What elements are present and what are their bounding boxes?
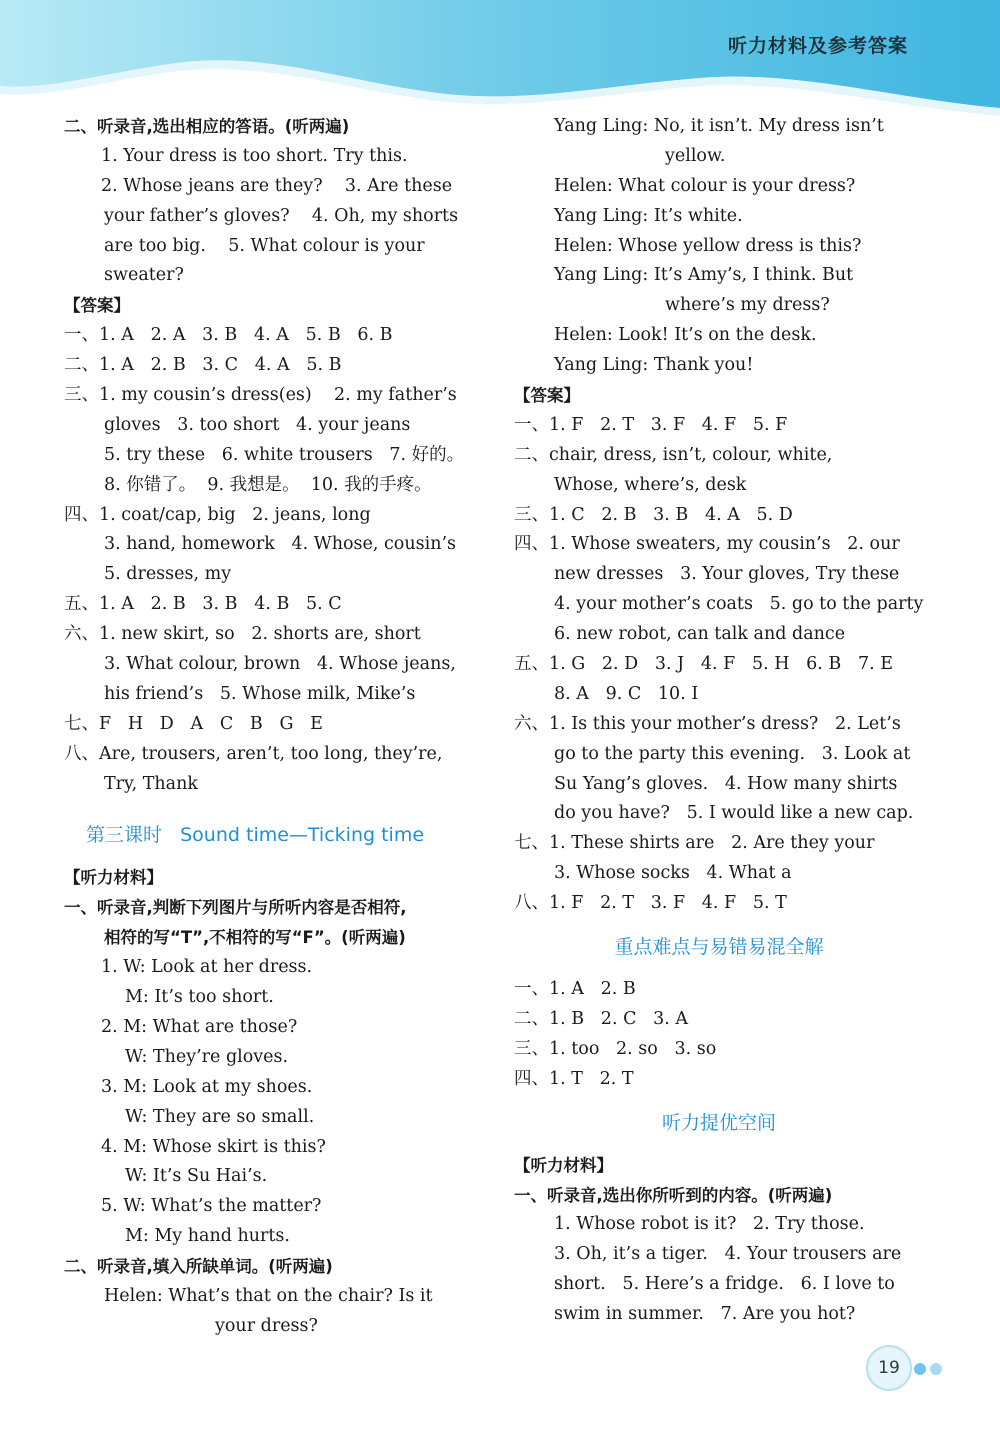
- text-line: 8. 你错了。 9. 我想是。 10. 我的手疼。: [104, 474, 432, 495]
- page-decoration: [914, 1360, 946, 1379]
- text-line: 三、1. C 2. B 3. B 4. A 5. D: [514, 504, 793, 525]
- dot-icon: [914, 1363, 926, 1375]
- text-line: 三、1. too 2. so 3. so: [514, 1038, 717, 1059]
- text-line: are too big. 5. What colour is your: [104, 235, 425, 256]
- text-line: 四、1. T 2. T: [514, 1068, 634, 1089]
- text-line: 二、听录音,填入所缺单词。(听两遍): [64, 1257, 333, 1277]
- dot-icon: [930, 1363, 942, 1375]
- text-line: Helen: Whose yellow dress is this?: [554, 235, 862, 256]
- text-line: 六、1. Is this your mother’s dress? 2. Let’s: [514, 713, 901, 734]
- text-line: W: They’re gloves.: [125, 1046, 289, 1067]
- text-line: 四、1. coat/cap, big 2. jeans, long: [64, 504, 371, 525]
- text-line: sweater?: [104, 265, 184, 286]
- text-line: 4. your mother’s coats 5. go to the party: [554, 594, 924, 615]
- text-line: 四、1. Whose sweaters, my cousin’s 2. our: [514, 534, 900, 555]
- text-line: 3. Oh, it’s a tiger. 4. Your trousers are: [554, 1244, 902, 1265]
- text-line: 2. M: What are those?: [101, 1016, 298, 1037]
- text-line: 二、chair, dress, isn’t, colour, white,: [514, 444, 833, 465]
- text-line: swim in summer. 7. Are you hot?: [554, 1304, 856, 1325]
- text-line: Su Yang’s gloves. 4. How many shirts: [554, 773, 898, 794]
- text-line: your dress?: [215, 1315, 318, 1336]
- text-line: W: It’s Su Hai’s.: [125, 1166, 268, 1187]
- text-line: 6. new robot, can talk and dance: [554, 624, 846, 645]
- text-line: 三、1. my cousin’s dress(es) 2. my father’s: [64, 385, 457, 406]
- text-line: gloves 3. too short 4. your jeans: [104, 414, 411, 435]
- text-line: 一、1. A 2. A 3. B 4. A 5. B 6. B: [64, 325, 393, 346]
- text-line: 【听力材料】: [514, 1155, 613, 1175]
- text-line: 3. M: Look at my shoes.: [101, 1076, 313, 1097]
- text-line: W: They are so small.: [125, 1106, 315, 1127]
- text-line: his friend’s 5. Whose milk, Mike’s: [104, 683, 416, 704]
- text-line: 3. What colour, brown 4. Whose jeans,: [104, 654, 456, 675]
- text-line: Yang Ling: Thank you!: [554, 355, 754, 376]
- text-line: Try, Thank: [104, 773, 198, 794]
- text-line: 一、听录音,判断下列图片与所听内容是否相符,: [64, 898, 407, 918]
- text-line: 八、1. F 2. T 3. F 4. F 5. T: [514, 893, 787, 914]
- right-column: [514, 112, 924, 1330]
- text-line: do you have? 5. I would like a new cap.: [554, 803, 914, 824]
- text-line: go to the party this evening. 3. Look at: [554, 743, 911, 764]
- text-line: new dresses 3. Your gloves, Try these: [554, 564, 900, 585]
- text-line: 3. Whose socks 4. What a: [554, 863, 792, 884]
- text-line: 8. A 9. C 10. I: [554, 683, 699, 704]
- text-line: your father’s gloves? 4. Oh, my shorts: [104, 205, 459, 226]
- text-line: Helen: What’s that on the chair? Is it: [104, 1285, 433, 1306]
- text-line: where’s my dress?: [665, 295, 830, 316]
- text-line: 相符的写“T”,不相符的写“F”。(听两遍): [104, 928, 406, 948]
- text-line: 五、1. G 2. D 3. J 4. F 5. H 6. B 7. E: [514, 654, 894, 675]
- header-title: 听力材料及参考答案: [727, 35, 908, 57]
- text-line: 1. Whose robot is it? 2. Try those.: [554, 1214, 865, 1235]
- section-title: 听力提优空间: [661, 1111, 776, 1134]
- text-line: yellow.: [665, 145, 726, 166]
- text-line: 一、1. F 2. T 3. F 4. F 5. F: [514, 414, 788, 435]
- text-line: 七、1. These shirts are 2. Are they your: [514, 833, 875, 854]
- text-line: 八、Are, trousers, aren’t, too long, they’re,: [64, 743, 443, 764]
- text-line: 五、1. A 2. B 3. B 4. B 5. C: [64, 594, 342, 615]
- left-column: [64, 112, 476, 1342]
- text-line: 七、F H D A C B G E: [64, 713, 323, 734]
- text-line: Yang Ling: No, it isn’t. My dress isn’t: [554, 116, 884, 136]
- section-title: 第三课时 Sound time—Ticking time: [86, 824, 425, 847]
- text-line: Helen: What colour is your dress?: [554, 175, 856, 196]
- text-line: 【答案】: [514, 386, 580, 406]
- text-line: 二、1. A 2. B 3. C 4. A 5. B: [64, 355, 342, 376]
- header-banner: [0, 0, 1000, 120]
- text-line: 2. Whose jeans are they? 3. Are these: [101, 175, 453, 196]
- text-line: 5. dresses, my: [104, 564, 232, 585]
- text-line: 六、1. new skirt, so 2. shorts are, short: [64, 624, 421, 645]
- text-line: M: It’s too short.: [125, 987, 274, 1008]
- section-title: 重点难点与易错易混全解: [614, 936, 824, 959]
- text-line: 1. Your dress is too short. Try this.: [101, 145, 408, 166]
- text-line: Whose, where’s, desk: [554, 474, 747, 495]
- text-line: Yang Ling: It’s white.: [554, 205, 743, 226]
- text-line: 5. W: What’s the matter?: [101, 1196, 322, 1217]
- text-line: 3. hand, homework 4. Whose, cousin’s: [104, 534, 457, 555]
- text-line: 【答案】: [64, 296, 130, 316]
- text-line: 二、1. B 2. C 3. A: [514, 1008, 689, 1029]
- text-line: 一、听录音,选出你所听到的内容。(听两遍): [514, 1185, 833, 1205]
- text-line: 5. try these 6. white trousers 7. 好的。: [104, 444, 465, 465]
- text-line: M: My hand hurts.: [125, 1226, 290, 1247]
- text-line: 一、1. A 2. B: [514, 979, 636, 1000]
- text-line: 4. M: Whose skirt is this?: [101, 1136, 326, 1157]
- text-line: Yang Ling: It’s Amy’s, I think. But: [554, 265, 854, 286]
- text-line: short. 5. Here’s a fridge. 6. I love to: [554, 1274, 895, 1295]
- text-line: 【听力材料】: [64, 868, 163, 888]
- page-number: 19: [866, 1345, 912, 1391]
- text-line: 1. W: Look at her dress.: [101, 957, 313, 978]
- text-line: Helen: Look! It’s on the desk.: [554, 325, 817, 346]
- text-line: 二、听录音,选出相应的答语。(听两遍): [64, 117, 350, 136]
